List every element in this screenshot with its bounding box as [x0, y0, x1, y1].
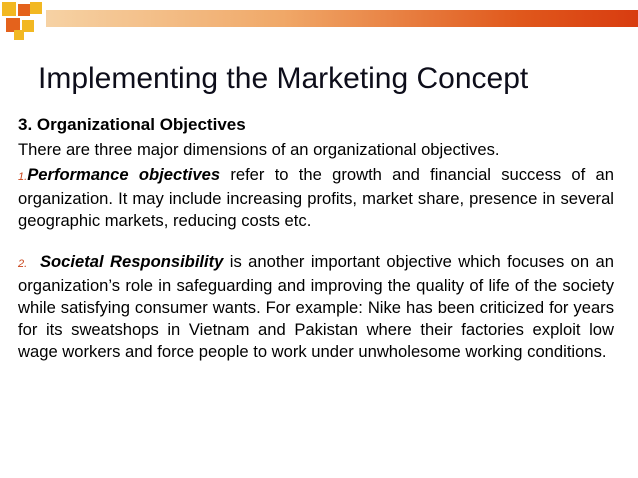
slide-title: Implementing the Marketing Concept: [38, 62, 529, 95]
point-term: Societal Responsibility: [39, 252, 224, 271]
point-performance: [18, 164, 614, 232]
point-term: Performance objectives: [27, 165, 221, 184]
section-heading: 3. Organizational Objectives: [18, 115, 246, 134]
logo-square: [18, 4, 30, 16]
checkmark-squares-logo: [0, 0, 48, 40]
point-text: is another important objective which focuses on an organization’s role in safeguarding and improving the quality of life of the society while satisfying consumer wants. For example: Nike has been criticized for years for its sweatshops in Vietnam and Pakistan where their factories exploit low wage workers and force people to work under unwholesome working conditions.: [18, 252, 614, 361]
logo-square: [30, 2, 42, 14]
slide-content: [18, 114, 614, 363]
logo-square: [2, 2, 16, 16]
point-societal: [18, 251, 614, 363]
point-number: 2.: [18, 258, 28, 270]
point-number: 1.: [18, 171, 28, 183]
intro-text: There are three major dimensions of an organizational objectives.: [18, 140, 500, 159]
header-accent-bar: [46, 10, 638, 27]
point-text: refer to the growth and financial success of an organization. It may include increasing profits, market share, presence in several geographic markets, reducing costs etc.: [18, 165, 614, 230]
logo-square: [14, 30, 24, 40]
